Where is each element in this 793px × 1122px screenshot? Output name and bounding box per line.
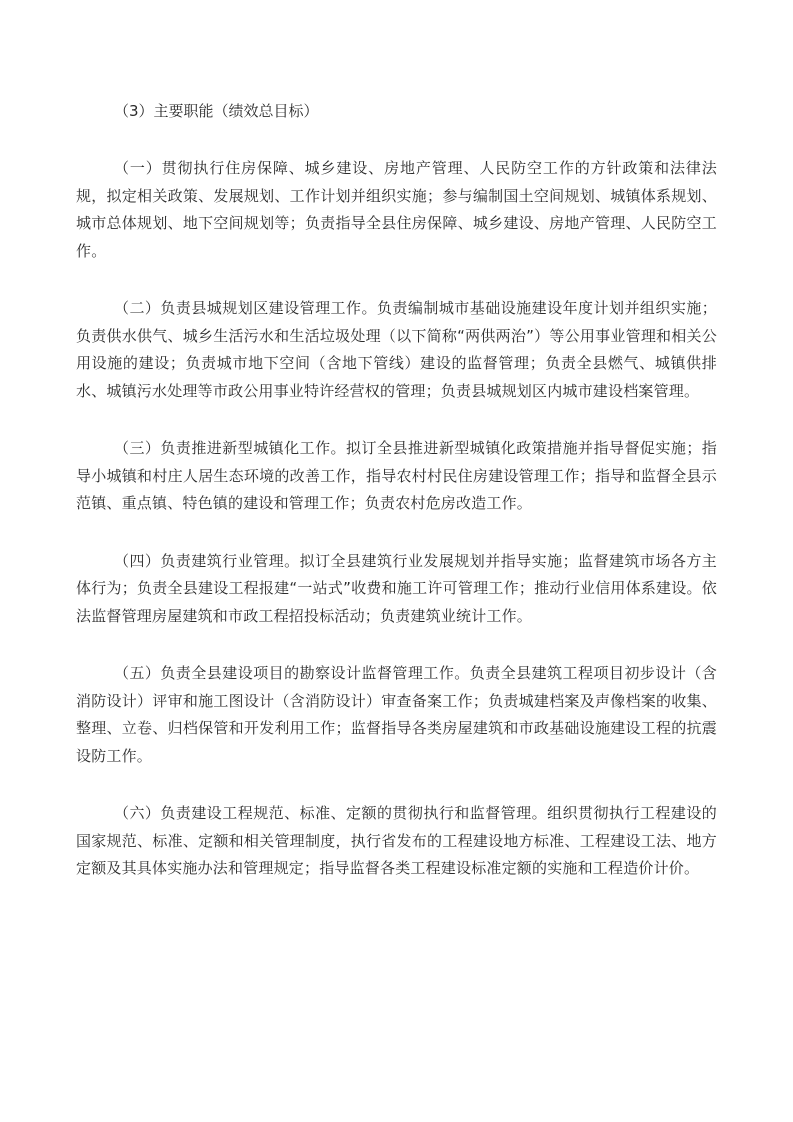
paragraph-6: （六）负责建设工程规范、标准、定额的贯彻执行和监督管理。组织贯彻执行工程建设的国家规范、标准、定额和相关管理制度，执行省发布的工程建设地方标准、工程建设工法、地方定额及其具体实施办法和管理规定；指导监督各类工程建设标准定额的实施和工程造价计价。 bbox=[76, 804, 717, 877]
paragraph-3: （三）负责推进新型城镇化工作。拟订全县推进新型城镇化政策措施并指导督促实施；指导小城镇和村庄人居生态环境的改善工作，指导农村村民住房建设管理工作；指导和监督全县示范镇、重点镇、特色镇的建设和管理工作；负责农村危房改造工作。 bbox=[76, 439, 717, 512]
paragraph-2: （二）负责县城规划区建设管理工作。负责编制城市基础设施建设年度计划并组织实施；负责供水供气、城乡生活污水和生活垃圾处理（以下简称“两供两治”）等公用事业管理和相关公用设施的建设；负责城市地下空间（含地下管线）建设的监督管理；负责全县燃气、城镇供排水、城镇污水处理等市政公用事业特许经营权的管理；负责县城规划区内城市建设档案管理。 bbox=[76, 299, 717, 400]
paragraph-4: （四）负责建筑行业管理。拟订全县建筑行业发展规划并指导实施；监督建筑市场各方主体行为；负责全县建设工程报建“一站式”收费和施工许可管理工作；推动行业信用体系建设。依法监督管理房屋建筑和市政工程招投标活动；负责建筑业统计工作。 bbox=[76, 551, 717, 625]
section-heading: （3）主要职能（绩效总目标） bbox=[114, 102, 319, 120]
paragraph-1: （一）贯彻执行住房保障、城乡建设、房地产管理、人民防空工作的方针政策和法律法规，拟定相关政策、发展规划、工作计划并组织实施；参与编制国土空间规划、城镇体系规划、城市总体规划、地下空间规划等；负责指导全县住房保障、城乡建设、房地产管理、人民防空工作。 bbox=[76, 159, 717, 260]
paragraph-5: （五）负责全县建设项目的勘察设计监督管理工作。负责全县建筑工程项目初步设计（含消防设计）评审和施工图设计（含消防设计）审查备案工作；负责城建档案及声像档案的收集、整理、立卷、归档保管和开发利用工作；监督指导各类房屋建筑和市政基础设施建设工程的抗震设防工作。 bbox=[76, 664, 717, 765]
